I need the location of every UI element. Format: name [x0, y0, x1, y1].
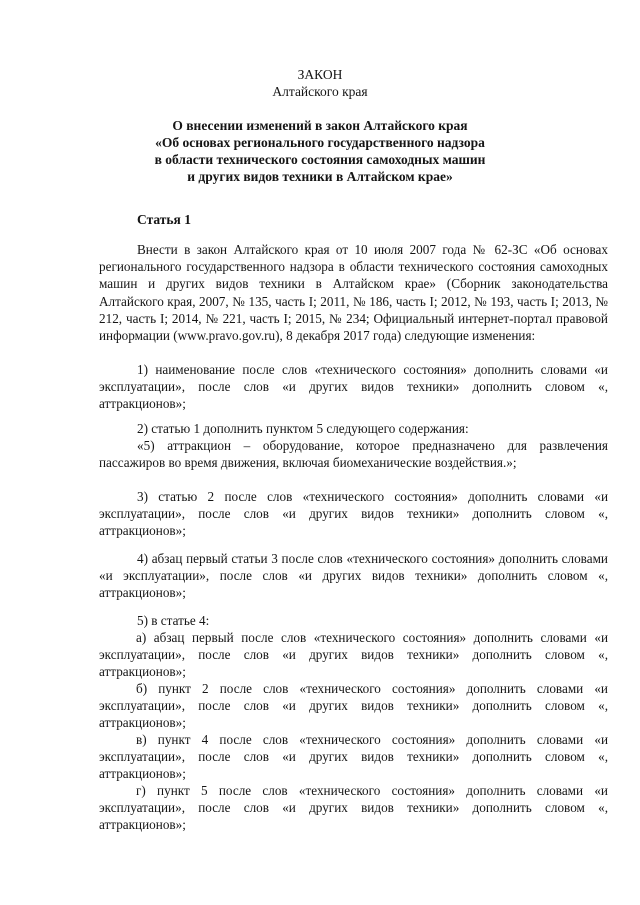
amendment-item-2-quote: «5) аттракцион – оборудование, которое предназначено для развлечения пассажиров во время движения, включая биомеханические воздействия.»; — [99, 438, 608, 471]
article-intro: Внести в закон Алтайского края от 10 июля 2007 года № 62-ЗС «Об основах регионального государственного надзора в области технического состояния самоходных машин и других видов техники в Алтайском крае» (Сборник законодательства Алтайского края, 2007, № 135, часть I; 2011, № 186, часть I; 2012, № 193, часть I; 2013, № 212, часть I; 2014, № 221, часть I; 2015, № 234; Официальный интернет-портал правовой информации (www.pravo.gov.ru), 8 декабря 2017 года) следующие изменения: — [99, 242, 608, 344]
amendment-item-2: 2) статью 1 дополнить пунктом 5 следующего содержания: — [137, 421, 469, 436]
amendment-item-5b: б) пункт 2 после слов «технического состояния» дополнить словами «и эксплуатации», после слов «и других видов техники» дополнить словом «, аттракционов»; — [99, 681, 608, 731]
amendment-item-5d: г) пункт 5 после слов «технического состояния» дополнить словами «и эксплуатации», после слов «и других видов техники» дополнить словом «, аттракционов»; — [99, 783, 608, 833]
region-heading: Алтайского края — [272, 84, 368, 99]
article-heading: Статья 1 — [137, 212, 191, 227]
amendment-item-4: 4) абзац первый статьи 3 после слов «технического состояния» дополнить словами «и эксплуатации», после слов «и других видов техники» дополнить словом «, аттракционов»; — [99, 551, 608, 601]
amendment-item-1: 1) наименование после слов «технического состояния» дополнить словами «и эксплуатации», после слов «и других видов техники» дополнить словом «, аттракционов»; — [99, 362, 608, 412]
law-title — [150, 117, 490, 185]
amendment-item-3: 3) статью 2 после слов «технического состояния» дополнить словами «и эксплуатации», после слов «и других видов техники» дополнить словом «, аттракционов»; — [99, 489, 608, 539]
law-title-line-2: «Об основах регионального государственного надзора — [155, 135, 485, 150]
law-title-line-1: О внесении изменений в закон Алтайского края — [172, 118, 468, 133]
amendment-item-5c: в) пункт 4 после слов «технического состояния» дополнить словами «и эксплуатации», после слов «и других видов техники» дополнить словом «, аттракционов»; — [99, 732, 608, 782]
law-title-line-4: и других видов техники в Алтайском крае» — [187, 169, 453, 184]
law-title-line-3: в области технического состояния самоходных машин — [154, 152, 486, 167]
amendment-item-5: 5) в статье 4: — [137, 613, 210, 628]
amendment-item-5a: а) абзац первый после слов «технического состояния» дополнить словами «и эксплуатации», после слов «и других видов техники» дополнить словом «, аттракционов»; — [99, 630, 608, 680]
doc-type-heading: ЗАКОН — [297, 67, 343, 82]
